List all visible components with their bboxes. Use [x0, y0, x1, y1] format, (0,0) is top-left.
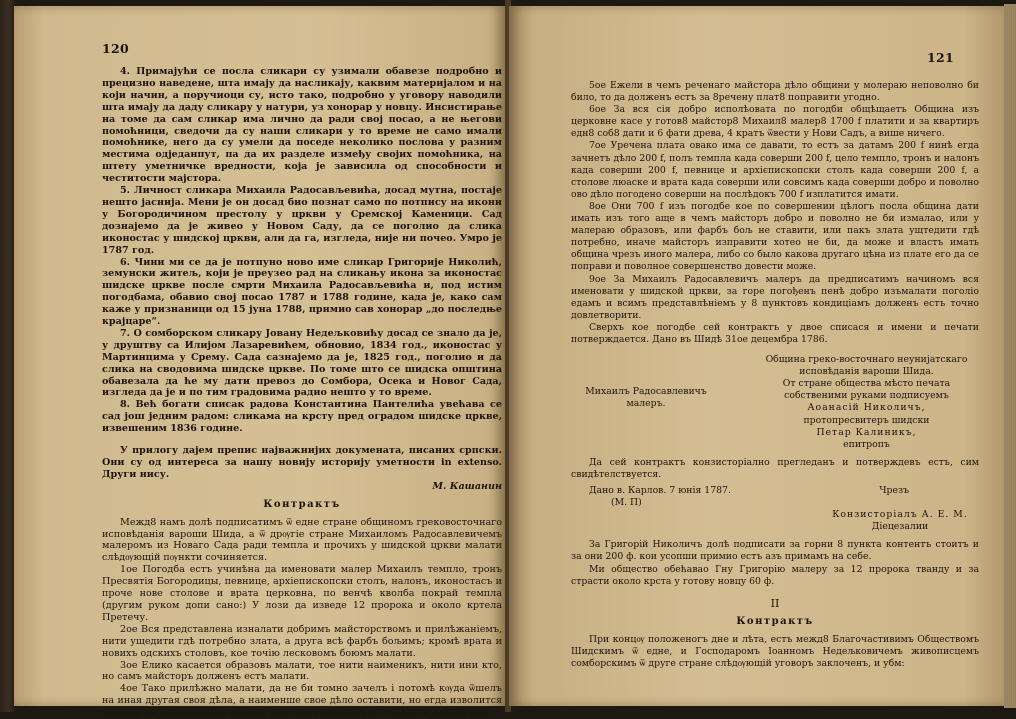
approval-text: Да сей контрактъ конзисторіално прегледанъ и потверждевъ естъ, сим свидѣтелствуется.	[571, 456, 979, 480]
contract-paragraph: Межд8 намъ долѣ подписатимъ ѿ едне стране общиномъ грековосточнаго исповѣданія вароши Шида, а ѿ дрѹгіе стране Михаиломъ Радосавлевичемъ малеромъ из Новаго Сада ради темпла и прочихъ у шидской цркви малати слѣдѹющій пѹнкти сочиняется.	[102, 516, 502, 564]
consistory: Конзисторіалъ А. Е. М.	[832, 509, 968, 521]
note-paragraph: У прилогу дајем препис најважнијих докумената, писаних српски. Они су од интереса за нашу новију историју уметности in extenso. Други нису.	[102, 445, 502, 480]
secretary: Діецезалии	[871, 521, 929, 533]
contract-item: 6ое За вся сія добро исполѣовата по погодби общѣщаетъ Община изъ церковне касе у готов8 майстор8 Михаил8 малер8 1700 f платити и за квартиръ едн8 соб8 дати и 6 фати древа, 4 кратъ ѿвести у Нови Садъ, а више ничего.	[571, 104, 979, 140]
contract-item: 9ое За Михаилъ Радосавлевичъ малеръ да предписатимъ начиномъ вся именовати у шидской цркви, за горе погођенъ пенѣ добро изъмалати поголіо едамъ и всимъ представлѣніемъ у 8 пунктовъ кондицiамъ долженъ естъ точно довлетворити.	[571, 273, 979, 321]
signature-left: Михаилъ Радосавлевичъ малеръ.	[585, 386, 707, 410]
seal-mark: (М. П)	[611, 497, 642, 509]
contract-item: Сверхъ кое погодбе сей контрактъ у двое списася и имени и печати потверждается. Дано въ Шидѣ 31ое децембра 1786.	[571, 321, 979, 345]
contract-paragraph: 4ое Тако прилѣжно малати, да не би томно зачелъ і потомѣ кѹда ѿшелъ на иная другая своя дѣла, а наименше свое дѣло оставити, но егда изволится общини да дѣло малерія зачети, майсторъ долженъ естъ дѣлати непрестано.	[102, 683, 502, 719]
section-numeral: II	[770, 596, 780, 610]
page-number-right: 121	[927, 50, 954, 65]
left-page-body	[102, 66, 502, 719]
after-paragraph: За Григорій Николичъ долѣ подписати за горни 8 пункта контентъ стоитъ и за они 200 ф. кои усопши примио естъ азъ примамъ на себе.	[571, 539, 979, 563]
paragraph: 4. Примајући се посла сликари су узимали обавезе подробно и прецизно наведене, шта имају да насликају, каквим материјалом и на који начин, а поручиоци су, исто тако, подробно у уговору наводили шта имају да даду сликару у натури, уз хонорар у новцу. Инсистирање на томе да сам сликар има лично да ради свој посао, а не његови помоћници, сведочи да су наши сликари у то време не само имали помоћнике, него да су умели да поседе неколико послова у разним местима одједанпут, па да их разделе између својих помоћника, на штету уметничке вредности, која је зависила од способности и честитости мајстора.	[102, 66, 502, 185]
paragraph: 5. Личност сликара Михаила Радосављевића, досад мутна, постаје нешто јаснија. Мени је он досад био познат само по потпису на икони у Богородичином престолу у цркви у Сремској Каменици. Сад дознајемо да је живео у Новом Саду, да се поголио да слика иконостас у шидској цркви, али да га, изгледа, није ни почео. Умро је 1787 год.	[102, 185, 502, 256]
contract-paragraph: 1ое Погодба естъ учинѣна да именовати малер Михаилъ темпло, тронъ Пресвятія Богородицы, певнице, архіепископски столъ, налонъ, иконостасъ и проче нове столове и врата церковна, по венчѣ кволба покрай темпла (другим руком допи сано:) У лози да изведе 12 пророка и около кртела Претечу.	[102, 564, 502, 623]
contract-item: 5ое Ежели в чемъ реченаго майстора дѣло общини у молерaю неповолно би било, то да долженъ естъ за 8речену плат8 поправити угодно.	[571, 80, 979, 104]
page-number-left: 120	[102, 41, 129, 56]
paragraph: 7. О сомборском сликару Јовану Недељковићу досад се знало да је, у друштву са Илијом Лазаревићем, обновио, 1834 год., иконостас у Мартинцима у Срему. Сада сазнајемо да је, 1825 год., поголио и да слика на сводовима шидске цркве. По томе што се шидска општина обавезала да ће му дати превоз до Сомбора, Осека и Новог Сада, изгледа да је и по тим градовима радио нешто у то време.	[102, 327, 502, 399]
contract-item: 7ое Уречена плата овако има се давати, то естъ за датамъ 200 f нинѣ егда зачнетъ дѣло 200 f, полъ темпла када соверши 200 f, цело темпло, тронъ и налонъ када соверши 200 f, певнице и архієпископски столъ када соверши 200 f, а столове люаске и врата када соверши или совсимъ када соверши добро и поволно ово дѣло погодено соверши на послѣдокъ 700 f изплатится имати.	[571, 140, 979, 200]
paragraph: 8. Већ богати списак радова Константина Пантелића увећава се сад још једним радом: сликама на крсту пред оградом шидске цркве, извешеним 1836 године.	[102, 399, 502, 435]
contract-paragraph: 2ое Вся представлена изналати добримъ майсторствомъ и прилѣжаніемъ, нити ущедити гдѣ потребно злата, а другa всѣ фарбъ бољимъ; кромѣ врата и новихъ одскихъ столовъ, кое точію лесковомъ боюмъ малати.	[102, 623, 502, 659]
contract-item: 8ое Они 700 f изъ погодбе кое по совершении цѣлогъ посла община дати имать изъ того аще в чемъ майсторъ добро и поволно не би измалао, или у малерaю образовъ, или фарбъ бољ не ставити, или пакъ злата ущтедити гдѣ потребно, иначе майсторъ изправити хотео не би, да може и властъ имать община чрезъ иного малера, либо со было каковa другаго цѣна из плате его да се поправи и поволное совершенство довести може.	[571, 200, 979, 273]
left-page	[14, 6, 507, 719]
contract-paragraph: 3ое Елико касается образовъ малати, тое нити наименикъ, нити ини кто, но самъ майсторъ долженъ естъ малати.	[102, 659, 502, 683]
date-line: Дано в. Карлов. 7 юнія 1787. Чрезъ	[589, 485, 909, 496]
signature-right: Община греко-восточнаго неунијатскаго исповѣданія вароши Шида. От стране общества мѣсто печата собственими руками подписуемъ Аоанасій Николичъ, протопресвитеръ шидски Петар Калиникъ, епитропъ	[765, 354, 968, 450]
right-page-body	[571, 80, 979, 670]
final-paragraph: При концѹ положеногъ дне и лѣта, естъ межд8 Благочастивимъ Обществомъ Шидскимъ ѿ едне, и Господаромъ Іоанномъ Недељковичемъ живописцемъ сомборскимъ ѿ друге стране слѣдѹющій уговоръ заклоченъ, и убм:	[571, 633, 979, 670]
contract-heading: Контрактъ	[263, 498, 341, 510]
signature-block	[571, 354, 979, 451]
paragraph: 6. Чини ми се да је потпуно ново име сликар Григорије Николић, земунски житељ, који је преузео рад на сликању икона за иконостас шидске цркве после смрти Михаила Радосављевића и, под истим погодбама, обавио свој посао 1787 и 1788 године, када је, како сам каже у признаници од 15 јуна 1788, примио сав хонорар „до последње крајцаре“.	[102, 256, 502, 328]
page-edges	[1004, 4, 1016, 708]
after-paragraph: Ми общество обећавао Гну Григорію малеру за 12 пророка тванду и за страсти около крста у готову новцу 60 ф.	[571, 563, 979, 587]
right-page	[509, 6, 1004, 706]
contract-heading-2: Контрактъ	[736, 615, 814, 627]
author-signature: М. Кашанин	[432, 480, 502, 492]
